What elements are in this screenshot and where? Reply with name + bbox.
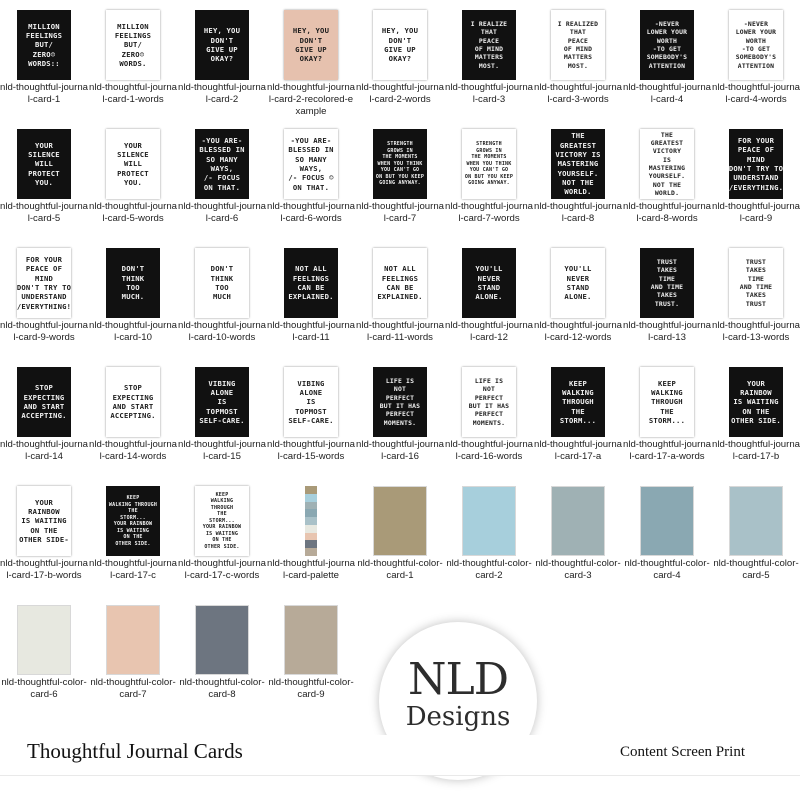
card-quote-text: FOR YOUR PEACE OF MIND DON'T TRY TO UNDERSTAND /EVERYTHING! xyxy=(17,254,71,311)
file-name-label: nld-thoughtful-journal-card-6-words xyxy=(267,201,356,224)
card-quote-text: STOP EXPECTING AND START ACCEPTING. xyxy=(110,383,156,421)
palette-swatch xyxy=(305,494,317,502)
file-item[interactable] xyxy=(0,238,88,356)
color-card-thumbnail xyxy=(17,605,71,675)
file-item[interactable] xyxy=(267,119,355,237)
journal-card-thumbnail xyxy=(640,129,694,199)
journal-card-thumbnail xyxy=(373,367,427,437)
file-item[interactable] xyxy=(445,0,533,118)
color-card-thumbnail xyxy=(640,486,694,556)
card-quote-text: YOU'LL NEVER STAND ALONE. xyxy=(475,264,503,302)
file-item[interactable] xyxy=(267,595,355,713)
journal-card-thumbnail xyxy=(373,129,427,199)
file-item[interactable] xyxy=(712,357,800,475)
file-item[interactable] xyxy=(712,476,800,594)
file-name-label: nld-thoughtful-color-card-7 xyxy=(90,677,176,700)
file-name-label: nld-thoughtful-journal-card-3-words xyxy=(534,82,623,105)
file-name-label: nld-thoughtful-color-card-2 xyxy=(446,558,532,581)
journal-card-thumbnail xyxy=(106,129,160,199)
journal-card-thumbnail xyxy=(195,486,249,556)
file-name-label: nld-thoughtful-color-card-1 xyxy=(357,558,443,581)
file-name-label: nld-thoughtful-journal-card-4-words xyxy=(712,82,800,105)
color-card-thumbnail xyxy=(106,605,160,675)
file-name-label: nld-thoughtful-journal-card-17-b xyxy=(712,439,800,462)
palette-swatch xyxy=(305,533,317,541)
journal-card-thumbnail xyxy=(462,248,516,318)
card-quote-text: THE GREATEST VICTORY IS MASTERING YOURSELF. NOT THE WORLD. xyxy=(555,131,601,197)
file-name-label: nld-thoughtful-journal-card-10-words xyxy=(178,320,267,343)
card-quote-text: MILLION FEELINGS BUT/ ZERO☺ WORDS:: xyxy=(25,21,63,69)
journal-card-thumbnail xyxy=(284,129,338,199)
palette-swatch xyxy=(305,502,317,510)
card-quote-text: HEY, YOU DON'T GIVE UP OKAY? xyxy=(381,26,419,64)
file-item[interactable] xyxy=(534,476,622,594)
file-item[interactable] xyxy=(0,0,88,118)
color-card-thumbnail xyxy=(195,605,249,675)
logo-nld-text: NLD xyxy=(408,654,508,705)
card-quote-text: NOT ALL FEELINGS CAN BE EXPLAINED. xyxy=(288,264,334,302)
card-quote-text: VIBING ALONE IS TOPMOST SELF-CARE. xyxy=(199,378,245,426)
file-item[interactable] xyxy=(356,357,444,475)
journal-card-thumbnail xyxy=(462,129,516,199)
file-item[interactable] xyxy=(534,119,622,237)
file-name-label: nld-thoughtful-color-card-3 xyxy=(535,558,621,581)
file-item[interactable] xyxy=(89,119,177,237)
journal-card-thumbnail xyxy=(551,248,605,318)
palette-swatch xyxy=(305,509,317,517)
card-quote-text: -NEVER LOWER YOUR WORTH -TO GET SOMEBODY'S ATTENTION xyxy=(646,20,688,70)
card-quote-text: YOUR RAINBOW IS WAITING ON THE OTHER SIDE. xyxy=(731,378,781,426)
card-quote-text: NOT ALL FEELINGS CAN BE EXPLAINED. xyxy=(377,264,423,302)
file-item[interactable] xyxy=(178,0,266,118)
file-item[interactable] xyxy=(623,357,711,475)
file-name-label: nld-thoughtful-journal-card-2 xyxy=(178,82,267,105)
card-quote-text: YOU'LL NEVER STAND ALONE. xyxy=(564,264,592,302)
file-item[interactable] xyxy=(534,0,622,118)
file-item[interactable] xyxy=(623,119,711,237)
journal-card-thumbnail xyxy=(106,367,160,437)
file-name-label: nld-thoughtful-journal-card-17-a-words xyxy=(623,439,712,462)
card-quote-text: YOUR RAINBOW IS WAITING ON THE OTHER SIDE- xyxy=(19,497,69,545)
file-name-label: nld-thoughtful-journal-card-8 xyxy=(534,201,623,224)
file-name-label: nld-thoughtful-journal-card-11-words xyxy=(356,320,445,343)
card-quote-text: KEEP WALKING THROUGH THE STORM... xyxy=(559,378,597,426)
journal-card-thumbnail xyxy=(17,367,71,437)
journal-card-thumbnail xyxy=(729,10,783,80)
palette-swatch xyxy=(305,517,317,525)
card-quote-text: -YOU ARE- BLESSED IN SO MANY WAYS, /- FOCUS ☺ ON THAT. xyxy=(288,135,334,192)
file-item[interactable] xyxy=(356,119,444,237)
card-quote-text: KEEP WALKING THROUGH THE STORM... xyxy=(648,378,686,426)
file-item[interactable] xyxy=(712,0,800,118)
file-name-label: nld-thoughtful-journal-card-9 xyxy=(712,201,800,224)
card-quote-text: KEEP WALKING THROUGH THE STORM... YOUR RAINBOW IS WAITING ON THE OTHER SIDE. xyxy=(202,491,242,550)
file-name-label: nld-thoughtful-journal-card-14-words xyxy=(89,439,178,462)
file-name-label: nld-thoughtful-journal-card-7-words xyxy=(445,201,534,224)
file-item[interactable] xyxy=(178,595,266,713)
file-name-label: nld-thoughtful-journal-card-17-c-words xyxy=(178,558,267,581)
journal-card-thumbnail xyxy=(17,129,71,199)
file-item[interactable] xyxy=(267,476,355,594)
file-name-label: nld-thoughtful-journal-card-13 xyxy=(623,320,712,343)
journal-card-thumbnail xyxy=(373,248,427,318)
file-item[interactable] xyxy=(178,357,266,475)
file-name-label: nld-thoughtful-journal-card-10 xyxy=(89,320,178,343)
file-item[interactable] xyxy=(534,238,622,356)
file-name-label: nld-thoughtful-journal-card-7 xyxy=(356,201,445,224)
card-quote-text: VIBING ALONE IS TOPMOST SELF-CARE. xyxy=(288,378,334,426)
color-card-thumbnail xyxy=(551,486,605,556)
file-name-label: nld-thoughtful-journal-card-palette xyxy=(267,558,356,581)
color-card-thumbnail xyxy=(284,605,338,675)
file-item[interactable] xyxy=(0,595,88,713)
file-item[interactable] xyxy=(534,357,622,475)
file-item[interactable] xyxy=(356,0,444,118)
journal-card-thumbnail xyxy=(284,10,338,80)
file-name-label: nld-thoughtful-color-card-8 xyxy=(179,677,265,700)
file-item[interactable] xyxy=(712,119,800,237)
file-item[interactable] xyxy=(267,357,355,475)
file-item[interactable] xyxy=(623,238,711,356)
file-item[interactable] xyxy=(0,476,88,594)
journal-card-thumbnail xyxy=(462,367,516,437)
file-name-label: nld-thoughtful-color-card-5 xyxy=(713,558,799,581)
file-name-label: nld-thoughtful-journal-card-17-a xyxy=(534,439,623,462)
file-name-label: nld-thoughtful-color-card-6 xyxy=(1,677,87,700)
journal-card-thumbnail xyxy=(729,129,783,199)
content-screen-print-label: Content Screen Print xyxy=(620,744,745,760)
palette-swatch xyxy=(305,540,317,548)
file-item[interactable] xyxy=(356,476,444,594)
card-quote-text: DON'T THINK TOO MUCH xyxy=(210,264,234,302)
journal-card-thumbnail xyxy=(729,367,783,437)
card-quote-text: STOP EXPECTING AND START ACCEPTING. xyxy=(21,383,67,421)
file-item[interactable] xyxy=(623,0,711,118)
file-name-label: nld-thoughtful-journal-card-17-b-words xyxy=(0,558,89,581)
card-quote-text: DON'T THINK TOO MUCH. xyxy=(121,264,145,302)
file-item[interactable] xyxy=(712,238,800,356)
palette-swatch xyxy=(305,525,317,533)
file-item[interactable] xyxy=(0,119,88,237)
file-name-label: nld-thoughtful-journal-card-15-words xyxy=(267,439,356,462)
card-quote-text: KEEP WALKING THROUGH THE STORM... YOUR RAINBOW IS WAITING ON THE OTHER SIDE. xyxy=(108,495,158,547)
journal-card-thumbnail xyxy=(195,10,249,80)
journal-card-thumbnail xyxy=(195,248,249,318)
color-card-thumbnail xyxy=(729,486,783,556)
journal-card-thumbnail xyxy=(284,248,338,318)
card-quote-text: HEY, YOU DON'T GIVE UP OKAY? xyxy=(292,26,330,64)
file-item[interactable] xyxy=(267,238,355,356)
file-name-label: nld-thoughtful-journal-card-2-recolored-example xyxy=(267,82,356,117)
file-name-label: nld-thoughtful-journal-card-16-words xyxy=(445,439,534,462)
journal-card-thumbnail xyxy=(551,10,605,80)
palette-swatch xyxy=(305,486,317,494)
file-name-label: nld-thoughtful-journal-card-5-words xyxy=(89,201,178,224)
journal-card-thumbnail xyxy=(640,10,694,80)
file-item[interactable] xyxy=(178,119,266,237)
file-item[interactable] xyxy=(445,119,533,237)
file-name-label: nld-thoughtful-journal-card-9-words xyxy=(0,320,89,343)
card-quote-text: MILLION FEELINGS BUT/ ZERO☺ WORDS. xyxy=(114,21,152,69)
journal-card-thumbnail xyxy=(106,248,160,318)
file-name-label: nld-thoughtful-journal-card-4 xyxy=(623,82,712,105)
journal-card-thumbnail xyxy=(640,248,694,318)
file-name-label: nld-thoughtful-journal-card-8-words xyxy=(623,201,712,224)
card-quote-text: -YOU ARE- BLESSED IN SO MANY WAYS, /- FOCUS ON THAT. xyxy=(199,135,245,192)
file-item[interactable] xyxy=(623,476,711,594)
journal-card-thumbnail xyxy=(106,10,160,80)
file-name-label: nld-thoughtful-color-card-9 xyxy=(268,677,354,700)
card-quote-text: STRENGTH GROWS IN THE MOMENTS WHEN YOU THINK YOU CAN'T GO ON BUT YOU KEEP GOING ANYWAY. xyxy=(464,141,514,187)
card-quote-text: HEY, YOU DON'T GIVE UP OKAY? xyxy=(203,26,241,64)
file-item[interactable] xyxy=(89,595,177,713)
journal-card-thumbnail xyxy=(462,10,516,80)
card-quote-text: STRENGTH GROWS IN THE MOMENTS WHEN YOU THINK YOU CAN'T GO ON BUT YOU KEEP GOING ANYWAY. xyxy=(375,141,425,187)
file-name-label: nld-thoughtful-journal-card-3 xyxy=(445,82,534,105)
journal-card-thumbnail xyxy=(195,129,249,199)
file-item[interactable] xyxy=(178,476,266,594)
journal-card-thumbnail xyxy=(551,367,605,437)
journal-card-thumbnail xyxy=(640,367,694,437)
file-name-label: nld-thoughtful-journal-card-14 xyxy=(0,439,89,462)
color-card-thumbnail xyxy=(373,486,427,556)
card-quote-text: FOR YOUR PEACE OF MIND DON'T TRY TO UNDERSTAND /EVERYTHING. xyxy=(729,135,783,192)
journal-card-thumbnail xyxy=(551,129,605,199)
color-card-thumbnail xyxy=(462,486,516,556)
journal-card-thumbnail xyxy=(284,367,338,437)
card-quote-text: I REALIZED THAT PEACE OF MIND MATTERS MOST. xyxy=(557,20,599,70)
card-quote-text: YOUR SILENCE WILL PROTECT YOU. xyxy=(117,140,149,188)
file-name-label: nld-thoughtful-journal-card-2-words xyxy=(356,82,445,105)
card-quote-text: LIFE IS NOT PERFECT BUT IT HAS PERFECT MOMENTS. xyxy=(468,377,510,427)
journal-card-thumbnail xyxy=(17,486,71,556)
file-item[interactable] xyxy=(356,238,444,356)
file-name-label: nld-thoughtful-journal-card-11 xyxy=(267,320,356,343)
card-quote-text: THE GREATEST VICTORY IS MASTERING YOURSELF. NOT THE WORLD. xyxy=(648,130,686,197)
file-name-label: nld-thoughtful-journal-card-17-c xyxy=(89,558,178,581)
logo-designs-text: Designs xyxy=(405,702,511,732)
card-quote-text: TRUST TAKES TIME AND TIME TAKES TRUST. xyxy=(650,258,684,308)
file-item[interactable] xyxy=(89,476,177,594)
file-item[interactable] xyxy=(267,0,355,118)
file-name-label: nld-thoughtful-journal-card-5 xyxy=(0,201,89,224)
card-quote-text: YOUR SILENCE WILL PROTECT YOU. xyxy=(28,140,60,188)
card-quote-text: LIFE IS NOT PERFECT BUT IT HAS PERFECT MOMENTS. xyxy=(379,377,421,427)
file-item[interactable] xyxy=(445,476,533,594)
card-quote-text: I REALIZE THAT PEACE OF MIND MATTERS MOST. xyxy=(470,20,508,70)
file-name-label: nld-thoughtful-journal-card-15 xyxy=(178,439,267,462)
file-item[interactable] xyxy=(89,357,177,475)
footer-divider xyxy=(0,775,800,776)
file-name-label: nld-thoughtful-journal-card-13-words xyxy=(712,320,800,343)
file-name-label: nld-thoughtful-journal-card-1 xyxy=(0,82,89,105)
palette-thumbnail xyxy=(305,486,317,556)
journal-card-thumbnail xyxy=(17,248,71,318)
journal-card-thumbnail xyxy=(106,486,160,556)
file-name-label: nld-thoughtful-journal-card-12-words xyxy=(534,320,623,343)
file-item[interactable] xyxy=(0,357,88,475)
journal-card-thumbnail xyxy=(17,10,71,80)
file-item[interactable] xyxy=(445,238,533,356)
file-name-label: nld-thoughtful-journal-card-6 xyxy=(178,201,267,224)
card-quote-text: -NEVER LOWER YOUR WORTH -TO GET SOMEBODY'S ATTENTION xyxy=(735,20,777,70)
palette-swatch xyxy=(305,548,317,556)
journal-card-thumbnail xyxy=(729,248,783,318)
file-item[interactable] xyxy=(89,238,177,356)
file-name-label: nld-thoughtful-journal-card-12 xyxy=(445,320,534,343)
journal-card-thumbnail xyxy=(373,10,427,80)
product-title: Thoughtful Journal Cards xyxy=(27,739,243,763)
card-quote-text: TRUST TAKES TIME AND TIME TAKES TRUST xyxy=(739,258,773,308)
file-item[interactable] xyxy=(178,238,266,356)
file-item[interactable] xyxy=(445,357,533,475)
file-name-label: nld-thoughtful-color-card-4 xyxy=(624,558,710,581)
file-item[interactable] xyxy=(89,0,177,118)
journal-card-thumbnail xyxy=(195,367,249,437)
file-name-label: nld-thoughtful-journal-card-16 xyxy=(356,439,445,462)
file-name-label: nld-thoughtful-journal-card-1-words xyxy=(89,82,178,105)
